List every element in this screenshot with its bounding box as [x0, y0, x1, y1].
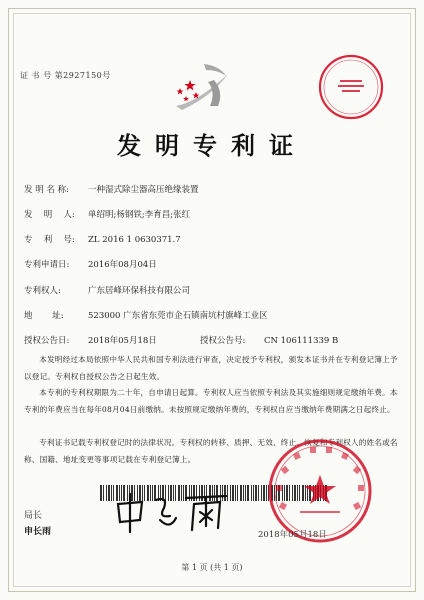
field-value: 2016年08月04日 — [88, 260, 157, 270]
director-title: 局长 — [24, 511, 43, 521]
field-label: 发 明 名 称: — [24, 185, 69, 195]
field-label: 专利权人: — [24, 286, 61, 296]
barcode-bar — [232, 485, 234, 501]
barcode-bar — [263, 485, 265, 501]
page-footer: 第 1 页 (共 1 页) — [181, 563, 243, 572]
barcode-bar — [253, 485, 254, 501]
barcode-bar — [103, 485, 104, 501]
barcode-bar — [237, 485, 238, 501]
field-value: 单绍明;杨钢铁;李育昌;张红 — [88, 210, 191, 220]
field-inventors — [24, 208, 190, 220]
field-address — [24, 309, 268, 321]
director-signature-icon — [112, 490, 232, 534]
field-application-date — [24, 258, 157, 270]
barcode-bar — [245, 485, 246, 501]
field-label: 专 利 号: — [24, 235, 75, 245]
field-label: 授权公告日: — [24, 336, 70, 346]
barcode-bar — [247, 485, 249, 501]
barcode-bar — [100, 485, 102, 501]
barcode-bar — [261, 485, 262, 501]
barcode-bar — [235, 485, 236, 501]
document-title: 发明专利证 — [117, 132, 307, 160]
field-value: 广东居峰环保科技有限公司 — [88, 286, 191, 296]
paragraph-term: 本专利的专利权期限为二十年，自申请日起算。专利权人应当依照专利法及其实施细则规定缴纳年费。本专利的年费应当在每年08月04日前缴纳。未按照规定缴纳年费的，专利权自应当缴纳年费期满之日起终止。 — [24, 388, 398, 414]
barcode-bar — [251, 485, 252, 501]
patent-office-seal-icon — [316, 52, 386, 122]
barcode-bar — [240, 485, 242, 501]
barcode-bar — [108, 485, 110, 501]
cnipa-emblem-icon — [168, 62, 248, 116]
field-label: 地 址: — [24, 311, 64, 321]
field-value: 2018年05月18日 — [88, 336, 157, 346]
field-value: 一种湿式除尘器高压绝缘装置 — [88, 185, 199, 195]
field-value: CN 106111339 B — [264, 336, 339, 346]
paragraph-grant: 本发明经过本局依照中华人民共和国专利法进行审查，决定授予专利权，颁发本证书并在专利登记簿上予以登记。专利权自授权公告之日起生效。 — [24, 355, 398, 381]
barcode-bar — [258, 485, 259, 501]
field-label: 专利申请日: — [24, 260, 70, 270]
field-label: 发 明 人: — [24, 210, 75, 220]
seal-date: 2018年05月18日 — [258, 530, 327, 540]
barcode-bar — [106, 485, 107, 501]
field-patentee — [24, 284, 190, 296]
field-label: 授权公告号: — [200, 336, 246, 346]
director-name: 申长雨 — [24, 527, 52, 537]
field-grant-date — [24, 334, 338, 346]
barcode-bar — [255, 485, 257, 501]
field-invention-name — [24, 183, 199, 195]
barcode-bar — [243, 485, 244, 501]
field-value: ZL 2016 1 0630371.7 — [88, 235, 181, 245]
field-patent-number — [24, 233, 181, 245]
paragraph-status: 专利证书记载专利权登记时的法律状况。专利权的转移、质押、无效、终止、恢复和专利权人的姓名或名称、国籍、地址变更等事项记载在专利登记簿上。 — [24, 438, 398, 464]
certificate-number: 证 书 号 第2927150号 — [20, 71, 111, 80]
field-value: 523000 广东省东莞市企石镇南坑村旗峰工业区 — [88, 311, 268, 321]
